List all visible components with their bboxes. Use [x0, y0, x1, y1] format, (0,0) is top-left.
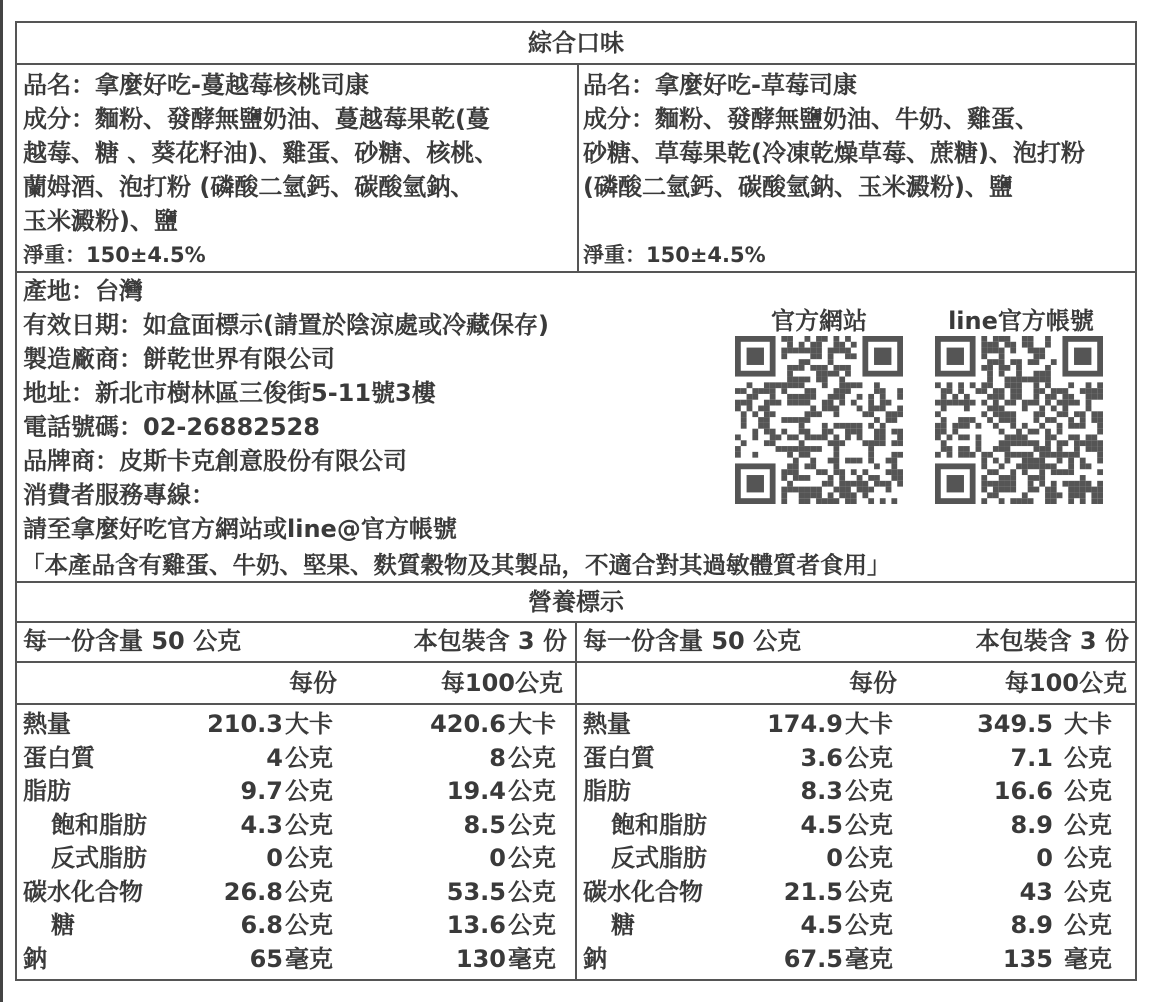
value-per-100g: 8.5: [463, 810, 506, 839]
divider: [17, 703, 575, 705]
value-per-100g: 0: [489, 844, 506, 872]
col-per-serving: 每份: [849, 669, 897, 697]
servings-per-package: 本包裝含 3 份: [975, 627, 1129, 655]
column-divider: [577, 63, 579, 271]
manufacturer: 製造廠商：餅乾世界有限公司: [23, 345, 335, 373]
value-per-serving: 8.3: [800, 777, 843, 805]
left-edge-bar: [0, 0, 3, 1002]
service-contact: 請至拿麼好吃官方網站或line@官方帳號: [23, 515, 457, 543]
unit-per-serving: 公克: [285, 911, 333, 939]
phone: 電話號碼：02-26882528: [23, 413, 320, 441]
mix-title: 綜合口味: [528, 29, 624, 57]
unit-per-serving: 公克: [845, 911, 893, 939]
ingredients-line: 砂糖、草莓果乾(冷凍乾燥草莓、蔗糖)、泡打粉: [583, 139, 1085, 167]
nutrition-row: [17, 707, 573, 741]
nutrition-row: [17, 942, 573, 976]
address: 地址：新北市樹林區三俊街5-11號3樓: [23, 379, 436, 407]
nutrient-name: 糖: [51, 911, 75, 939]
nutrition-row: [577, 875, 1133, 909]
divider: [577, 703, 1135, 705]
value-per-100g: 8.9: [1010, 911, 1053, 939]
value-per-serving: 4.5: [800, 911, 843, 939]
unit-per-serving: 公克: [845, 777, 893, 805]
nutrient-name: 飽和脂肪: [611, 810, 707, 839]
nutrition-row: [577, 942, 1133, 976]
qr-code-icon[interactable]: [935, 336, 1103, 504]
nutrient-name: 碳水化合物: [23, 877, 143, 906]
value-per-100g: 0: [1036, 844, 1053, 872]
col-per-100g: 每100公克: [440, 669, 563, 697]
nutrient-name: 糖: [611, 911, 635, 939]
ingredients-line: 成分：麵粉、發酵無鹽奶油、牛奶、雞蛋、: [583, 105, 1039, 133]
ingredients-line: (磷酸二氫鈣、碳酸氫鈉、玉米澱粉)、鹽: [583, 173, 1013, 201]
value-per-100g: 19.4: [446, 777, 506, 805]
serving-size: 每一份含量 50 公克: [23, 627, 242, 655]
unit-per-100g: 大卡: [1064, 710, 1112, 738]
unit-per-serving: 公克: [285, 844, 333, 872]
value-per-serving: 174.9: [767, 710, 843, 738]
product-label: [15, 21, 1137, 981]
value-per-serving: 4: [266, 743, 283, 772]
ingredients-line: 成分：麵粉、發酵無鹽奶油、蔓越莓果乾(蔓: [23, 105, 490, 133]
nutrient-name: 鈉: [583, 944, 607, 973]
nutrition-row: [577, 908, 1133, 942]
nutrient-name: 脂肪: [23, 777, 71, 805]
value-per-100g: 135: [1002, 944, 1053, 973]
value-per-100g: 7.1: [1010, 743, 1053, 772]
nutrition-row: [577, 841, 1133, 875]
nutrition-row: [17, 774, 573, 808]
value-per-serving: 0: [826, 844, 843, 872]
qr-label-website: 官方網站: [771, 307, 867, 335]
nutrient-name: 反式脂肪: [51, 844, 147, 872]
value-per-100g: 16.6: [993, 777, 1053, 805]
nutrition-row: [17, 908, 573, 942]
unit-per-serving: 公克: [845, 844, 893, 872]
value-per-100g: 8.9: [1010, 810, 1053, 839]
nutrient-name: 反式脂肪: [611, 844, 707, 872]
unit-per-serving: 公克: [285, 743, 333, 772]
unit-per-100g: 公克: [508, 911, 556, 939]
nutrition-row: [17, 808, 573, 842]
value-per-serving: 21.5: [783, 877, 843, 906]
value-per-serving: 67.5: [783, 944, 843, 973]
unit-per-100g: 公克: [1064, 777, 1112, 805]
qr-label-line: line官方帳號: [948, 307, 1094, 335]
unit-per-100g: 公克: [1064, 743, 1112, 772]
service-line: 消費者服務專線：: [23, 481, 215, 509]
nutrition-row: [577, 741, 1133, 775]
nutrient-name: 熱量: [23, 710, 71, 738]
value-per-serving: 4.5: [800, 810, 843, 839]
value-per-100g: 43: [1019, 877, 1053, 906]
unit-per-serving: 公克: [845, 743, 893, 772]
unit-per-serving: 毫克: [285, 944, 333, 973]
unit-per-100g: 毫克: [1064, 944, 1112, 973]
divider: [577, 661, 1135, 663]
nutrient-name: 蛋白質: [23, 743, 95, 772]
product-name: 品名：拿麼好吃-草莓司康: [583, 71, 857, 99]
nutrition-row: [577, 774, 1133, 808]
unit-per-100g: 公克: [1064, 844, 1112, 872]
value-per-serving: 6.8: [240, 911, 283, 939]
value-per-100g: 130: [455, 944, 506, 973]
nutrition-row: [577, 707, 1133, 741]
unit-per-serving: 大卡: [285, 710, 333, 738]
unit-per-serving: 大卡: [845, 710, 893, 738]
unit-per-serving: 公克: [285, 810, 333, 839]
value-per-serving: 9.7: [240, 777, 283, 805]
unit-per-100g: 公克: [508, 877, 556, 906]
unit-per-serving: 公克: [845, 877, 893, 906]
brand: 品牌商：皮斯卡克創意股份有限公司: [23, 447, 407, 475]
allergen-warning: 「本產品含有雞蛋、牛奶、堅果、麩質穀物及其製品，不適合對其過敏體質者食用」: [21, 551, 891, 579]
serving-size: 每一份含量 50 公克: [583, 627, 802, 655]
nutrient-name: 脂肪: [583, 777, 631, 805]
value-per-100g: 13.6: [446, 911, 506, 939]
nutrition-row: [17, 841, 573, 875]
nutrition-row: [577, 808, 1133, 842]
value-per-serving: 210.3: [207, 710, 283, 738]
net-weight: 淨重：150±4.5%: [23, 243, 206, 267]
nutrient-name: 鈉: [23, 944, 47, 973]
value-per-serving: 3.6: [800, 743, 843, 772]
qr-code-icon[interactable]: [735, 336, 903, 504]
unit-per-serving: 公克: [845, 810, 893, 839]
ingredients-line: 玉米澱粉)、鹽: [23, 207, 178, 235]
unit-per-serving: 公克: [285, 877, 333, 906]
value-per-100g: 53.5: [446, 877, 506, 906]
unit-per-100g: 公克: [1064, 877, 1112, 906]
servings-per-package: 本包裝含 3 份: [413, 627, 567, 655]
nutrient-name: 飽和脂肪: [51, 810, 147, 839]
nutrient-name: 蛋白質: [583, 743, 655, 772]
nutrition-row: [17, 741, 573, 775]
divider: [17, 63, 1135, 65]
expiry: 有效日期：如盒面標示(請置於陰涼處或冷藏保存): [23, 311, 549, 339]
value-per-serving: 0: [266, 844, 283, 872]
unit-per-serving: 公克: [285, 777, 333, 805]
value-per-serving: 65: [249, 944, 283, 973]
nutrient-name: 碳水化合物: [583, 877, 703, 906]
col-per-100g: 每100公克: [1004, 669, 1127, 697]
unit-per-100g: 公克: [508, 844, 556, 872]
value-per-100g: 349.5: [977, 710, 1053, 738]
unit-per-100g: 公克: [1064, 911, 1112, 939]
divider: [17, 661, 575, 663]
unit-per-100g: 公克: [508, 777, 556, 805]
unit-per-serving: 毫克: [845, 944, 893, 973]
unit-per-100g: 大卡: [508, 710, 556, 738]
product-name: 品名：拿麼好吃-蔓越莓核桃司康: [23, 71, 369, 99]
unit-per-100g: 公克: [1064, 810, 1112, 839]
col-per-serving: 每份: [289, 669, 337, 697]
nutrient-name: 熱量: [583, 710, 631, 738]
origin: 產地：台灣: [23, 277, 143, 305]
value-per-100g: 8: [489, 743, 506, 772]
ingredients-line: 蘭姆酒、泡打粉 (磷酸二氫鈣、碳酸氫鈉、: [23, 173, 475, 201]
value-per-100g: 420.6: [430, 710, 506, 738]
unit-per-100g: 公克: [508, 810, 556, 839]
unit-per-100g: 公克: [508, 743, 556, 772]
ingredients-line: 越莓、糖 、葵花籽油)、雞蛋、砂糖、核桃、: [23, 139, 499, 167]
nutrition-row: [17, 875, 573, 909]
unit-per-100g: 毫克: [508, 944, 556, 973]
value-per-serving: 26.8: [223, 877, 283, 906]
net-weight: 淨重：150±4.5%: [583, 243, 766, 267]
divider: [17, 271, 1135, 273]
value-per-serving: 4.3: [240, 810, 283, 839]
nutrition-title: 營養標示: [528, 588, 624, 616]
